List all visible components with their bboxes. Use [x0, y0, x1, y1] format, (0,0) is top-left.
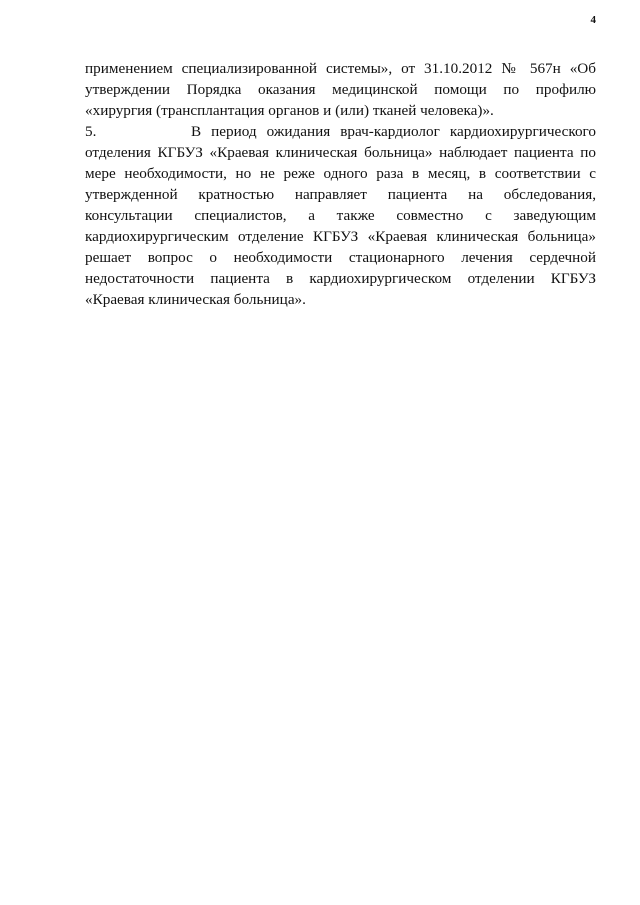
paragraph-number: 5.: [85, 123, 97, 140]
paragraph-line: недостаточности пациента в кардиохирургическом отделении КГБУЗ: [85, 270, 596, 287]
paragraph-line: решает вопрос о необходимости стационарного лечения сердечной: [85, 249, 596, 266]
paragraph-line: отделения КГБУЗ «Краевая клиническая больница» наблюдает пациента по: [85, 144, 596, 161]
paragraph-line: «хирургия (трансплантация органов и (или) тканей человека)».: [85, 102, 494, 119]
paragraph-line: консультации специалистов, а также совместно с заведующим: [85, 207, 596, 224]
paragraph-line: кардиохирургическим отделение КГБУЗ «Краевая клиническая больница»: [85, 228, 596, 245]
paragraph-line: утверждении Порядка оказания медицинской помощи по профилю: [85, 81, 596, 98]
paragraph-line: «Краевая клиническая больница».: [85, 291, 306, 308]
paragraph-5-first-line: [85, 121, 596, 142]
page-number: 4: [590, 14, 596, 26]
paragraph-5-first-line-text: В период ожидания врач-кардиолог кардиохирургического: [191, 123, 596, 140]
paragraph-line: применением специализированной системы», от 31.10.2012 № 567н «Об: [85, 60, 596, 77]
paragraph-line: мере необходимости, но не реже одного раза в месяц, в соответствии с: [85, 165, 596, 182]
paragraph-line: утвержденной кратностью направляет пациента на обследования,: [85, 186, 596, 203]
